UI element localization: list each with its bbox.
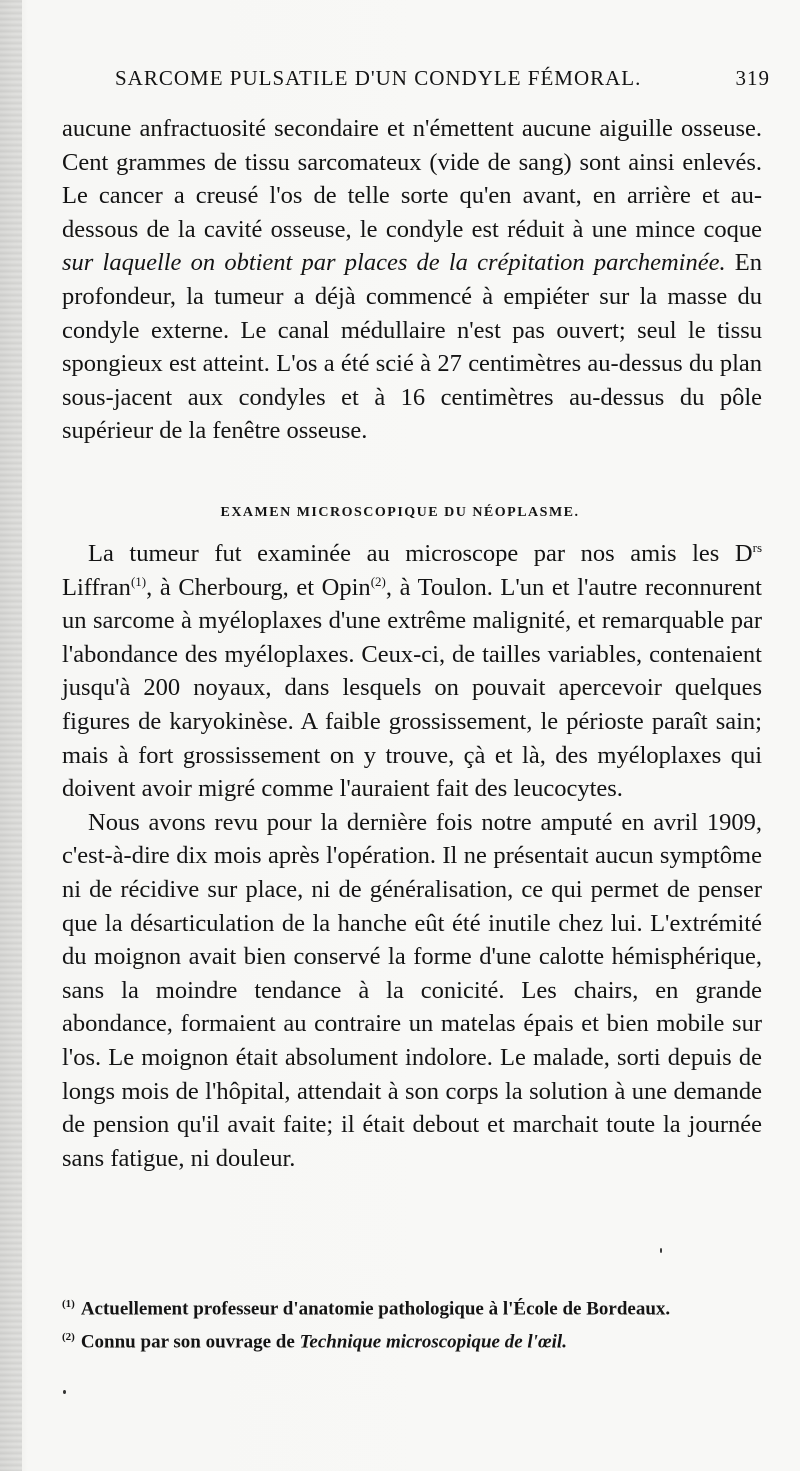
main-text bbox=[62, 537, 762, 1175]
footnote-1-text: Actuellement professeur d'anatomie pathologique à l'École de Bordeaux. bbox=[80, 1298, 671, 1320]
doctors-abbrev-sup: rs bbox=[752, 539, 762, 555]
footnote-2 bbox=[62, 1323, 762, 1356]
running-title: SARCOME PULSATILE D'UN CONDYLE FÉMORAL. bbox=[115, 66, 642, 90]
footnote-1-mark: (1) bbox=[62, 1298, 75, 1310]
running-header bbox=[115, 66, 770, 91]
footnote-ref-2: (2) bbox=[370, 573, 386, 589]
paragraph-1-italic: sur laquelle on obtient par places de la crépitation parcheminée. bbox=[62, 249, 726, 277]
paragraph-3: Nous avons revu pour la dernière fois notre amputé en avril 1909, c'est-à-dire dix mois après l'opération. Il ne présentait aucun symptôme ni de récidive sur place, ni de généralisation, ce qui permet de penser que la désarticulation de la hanche eût été inutile chez lui. L'extrémité du moignon avait bien conservé la forme d'une calotte hémisphérique, sans la moindre tendance à la conicité. Les chairs, en grande abondance, formaient au contraire un matelas épais et bien mobile sur l'os. Le moignon était absolument indolore. Le malade, sorti depuis de longs mois de l'hôpital, attendait à son corps la solution à une demande de pension qu'il avait faite; il était debout et marchait toute la journée sans fatigue, ni douleur. bbox=[62, 808, 762, 1172]
footnote-2-mark: (2) bbox=[62, 1331, 75, 1344]
paragraph-1-text-a: aucune anfractuosité secondaire et n'émettent aucune aiguille osseuse. Cent grammes de tissu sarcomateux (vide de sang) sont ainsi enlevés. Le cancer a creusé l'os de telle sorte qu'en avant, en arrière et au-dessous de la cavité osseuse, le condyle est réduit à une mince coque bbox=[62, 115, 762, 243]
page-number: 319 bbox=[735, 66, 770, 90]
paragraph-2-text-c: , à Cherbourg, et Opin bbox=[146, 573, 371, 601]
footnote-ref-1: (1) bbox=[130, 573, 147, 589]
paragraph-2 bbox=[62, 537, 762, 806]
paragraph-1-text-b: En profondeur, la tumeur a déjà commencé à empiéter sur la masse du condyle externe. Le canal médullaire n'est pas ouvert; seul le tissu spongieux est atteint. L'os a été scié à 27 centimètres au-dessus du plan sous-jacent aux condyles et à 16 centimètres au-dessus du pôle supérieur de la fenêtre osseuse. bbox=[62, 249, 762, 445]
paragraph-2-text-a: La tumeur fut examinée au microscope par nos amis les D bbox=[88, 540, 753, 567]
footnote-2-italic: Technique microscopique de l'œil. bbox=[299, 1331, 567, 1353]
footnote-1 bbox=[62, 1290, 762, 1323]
section-heading: EXAMEN MICROSCOPIQUE DU NÉOPLASME. bbox=[220, 505, 580, 520]
paragraph-continued bbox=[62, 112, 762, 448]
scan-speck bbox=[660, 1248, 662, 1253]
footnote-2-text: Connu par son ouvrage de bbox=[80, 1331, 300, 1353]
scan-speck bbox=[63, 1390, 66, 1394]
page-binding-edge bbox=[0, 0, 22, 1471]
paragraph-2-text-b: Liffran bbox=[62, 573, 131, 601]
footnotes bbox=[62, 1290, 762, 1357]
paragraph-2-text-d: , à Toulon. L'un et l'autre reconnurent un sarcome à myéloplaxes d'une extrême malignité, et remarquable par l'abondance des myéloplaxes. Ceux-ci, de tailles variables, contenaient jusqu'à 200 noyaux, dans lesquels on pouvait apercevoir quelques figures de karyokinèse. A faible grossissement, le périoste paraît sain; mais à fort grossissement on y trouve, çà et là, des myéloplaxes qui doivent avoir migré comme l'auraient fait des leucocytes. bbox=[62, 573, 762, 803]
